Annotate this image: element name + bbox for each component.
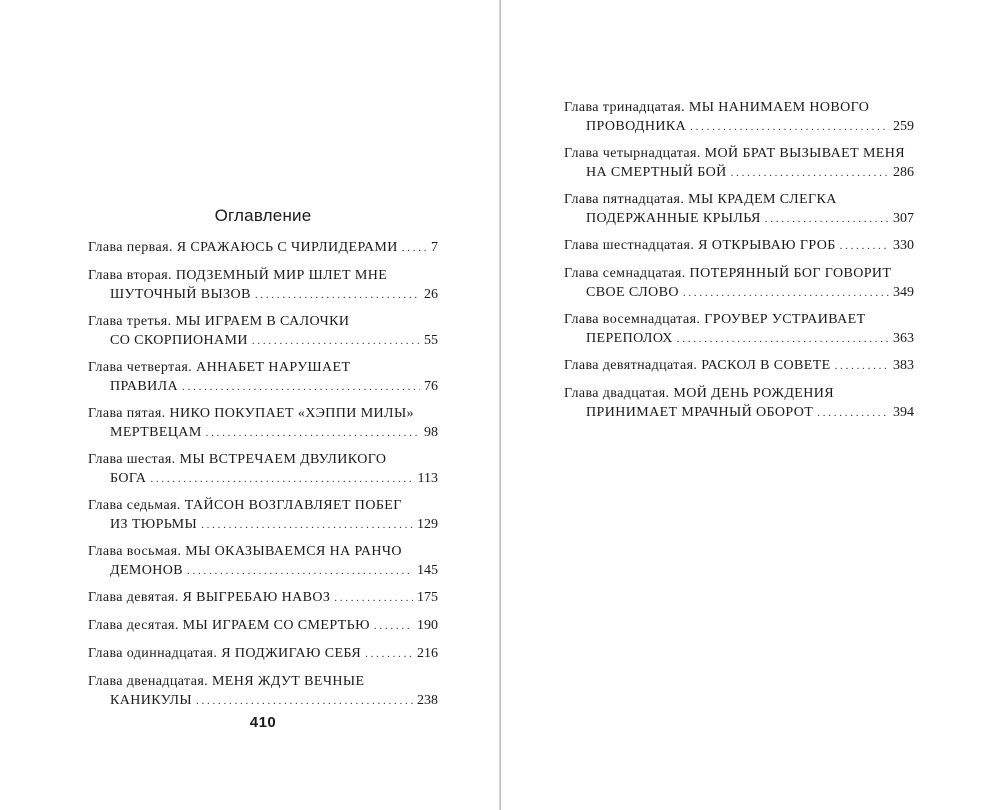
chapter-title-text: Глава четырнадцатая. МОЙ БРАТ ВЫЗЫВАЕТ МЕНЯ [564, 146, 905, 161]
dot-leader [334, 588, 413, 608]
chapter-title-text: ПРИНИМАЕТ МРАЧНЫЙ ОБОРОТ [586, 405, 814, 420]
chapter-page-number: 76 [424, 379, 438, 394]
toc-entry [564, 190, 914, 229]
dot-leader [683, 283, 889, 303]
toc-entry [88, 450, 438, 489]
chapter-page-number: 145 [417, 563, 438, 578]
dot-leader [731, 163, 889, 183]
chapter-page-number: 175 [417, 590, 438, 605]
chapter-page-number: 394 [893, 405, 914, 420]
toc-entry-line [564, 329, 914, 349]
toc-entry [564, 236, 914, 256]
dot-leader [402, 238, 427, 258]
chapter-page-number: 330 [893, 238, 914, 253]
chapter-title-text: ПЕРЕПОЛОХ [586, 331, 673, 346]
toc-entry-line [88, 542, 438, 561]
chapter-title-text: МЕРТВЕЦАМ [110, 425, 202, 440]
chapter-title-text: СВОЕ СЛОВО [586, 285, 679, 300]
chapter-title-text: Глава четвертая. АННАБЕТ НАРУШАЕТ [88, 360, 351, 375]
toc-entry [88, 672, 438, 711]
chapter-title-text: Глава двадцатая. МОЙ ДЕНЬ РОЖДЕНИЯ [564, 386, 834, 401]
toc-entry-line [564, 144, 914, 163]
chapter-page-number: 349 [893, 285, 914, 300]
chapter-page-number: 113 [417, 471, 438, 486]
toc-entry-line [88, 469, 438, 489]
toc-entry-line [564, 356, 914, 376]
chapter-page-number: 190 [417, 618, 438, 633]
toc-entry-line [564, 283, 914, 303]
dot-leader [255, 285, 420, 305]
chapter-page-number: 216 [417, 646, 438, 661]
dot-leader [252, 331, 420, 351]
toc-entry [564, 144, 914, 183]
toc-entry-line [88, 238, 438, 258]
toc-entry [564, 356, 914, 376]
dot-leader [196, 691, 413, 711]
dot-leader [150, 469, 413, 489]
toc-entry [88, 266, 438, 305]
chapter-page-number: 383 [893, 358, 914, 373]
dot-leader [206, 423, 420, 443]
chapter-page-number: 7 [431, 240, 438, 255]
chapter-page-number: 286 [893, 165, 914, 180]
chapter-page-number: 129 [417, 517, 438, 532]
chapter-title-text: Глава седьмая. ТАЙСОН ВОЗГЛАВЛЯЕТ ПОБЕГ [88, 498, 402, 513]
toc-entry-line [88, 515, 438, 535]
chapter-title-text: Глава вторая. ПОДЗЕМНЫЙ МИР ШЛЕТ МНЕ [88, 268, 388, 283]
chapter-title-text: ПРАВИЛА [110, 379, 179, 394]
toc-entry-line [88, 588, 438, 608]
dot-leader [187, 561, 413, 581]
toc-entry-line [564, 236, 914, 256]
toc-entry [88, 358, 438, 397]
chapter-title-text: Глава пятая. НИКО ПОКУПАЕТ «ХЭППИ МИЛЫ» [88, 406, 414, 421]
toc-entry-line [564, 209, 914, 229]
chapter-title-text: КАНИКУЛЫ [110, 693, 192, 708]
dot-leader [765, 209, 889, 229]
chapter-title-text: Глава шестая. МЫ ВСТРЕЧАЕМ ДВУЛИКОГО [88, 452, 387, 467]
toc-entry-line [564, 117, 914, 137]
chapter-page-number: 26 [424, 287, 438, 302]
toc-entry-line [564, 190, 914, 209]
toc-entry [564, 310, 914, 349]
chapter-page-number: 363 [893, 331, 914, 346]
chapter-title-text: ПРОВОДНИКА [586, 119, 687, 134]
chapter-title-text: ДЕМОНОВ [110, 563, 184, 578]
toc-entry [88, 496, 438, 535]
toc-entry-line [564, 163, 914, 183]
toc-entry [88, 312, 438, 351]
chapter-title-text: Глава первая. Я СРАЖАЮСЬ С ЧИРЛИДЕРАМИ [88, 240, 398, 255]
page-number: 410 [249, 714, 277, 731]
toc-entry-line [88, 561, 438, 581]
dot-leader [182, 377, 420, 397]
toc-entry-line [564, 98, 914, 117]
toc-heading: Оглавление [214, 206, 312, 225]
toc-entry-line [88, 285, 438, 305]
toc-entry [88, 238, 438, 258]
dot-leader [201, 515, 413, 535]
toc-entry-line [88, 423, 438, 443]
chapter-title-text: Глава десятая. МЫ ИГРАЕМ СО СМЕРТЬЮ [88, 618, 370, 633]
toc-entry-line [88, 331, 438, 351]
toc-entry-line [88, 672, 438, 691]
toc-entry [88, 616, 438, 636]
toc-entry [88, 588, 438, 608]
chapter-title-text: Глава пятнадцатая. МЫ КРАДЕМ СЛЕГКА [564, 192, 837, 207]
chapter-title-text: ШУТОЧНЫЙ ВЫЗОВ [110, 287, 251, 302]
dot-leader [690, 117, 889, 137]
chapter-title-text: Глава восьмая. МЫ ОКАЗЫВАЕМСЯ НА РАНЧО [88, 544, 402, 559]
chapter-page-number: 55 [424, 333, 438, 348]
toc-entry [88, 542, 438, 581]
chapter-page-number: 98 [424, 425, 438, 440]
chapter-title-text: Глава восемнадцатая. ГРОУВЕР УСТРАИВАЕТ [564, 312, 866, 327]
chapter-title-text: Глава тринадцатая. МЫ НАНИМАЕМ НОВОГО [564, 100, 870, 115]
toc-entry-line [88, 377, 438, 397]
dot-leader [835, 356, 889, 376]
chapter-page-number: 259 [893, 119, 914, 134]
chapter-title-text: Глава девятнадцатая. РАСКОЛ В СОВЕТЕ [564, 358, 831, 373]
toc-entry-line [88, 312, 438, 331]
toc-entry [88, 404, 438, 443]
toc-entry-line [88, 450, 438, 469]
toc-entry-line [88, 644, 438, 664]
chapter-title-text: НА СМЕРТНЫЙ БОЙ [586, 165, 727, 180]
toc-entry-line [88, 358, 438, 377]
dot-leader [840, 236, 889, 256]
chapter-title-text: Глава девятая. Я ВЫГРЕБАЮ НАВОЗ [88, 590, 331, 605]
toc-entry-line [564, 384, 914, 403]
chapter-title-text: БОГА [110, 471, 147, 486]
dot-leader [374, 616, 413, 636]
toc-entry-line [88, 266, 438, 285]
chapter-title-text: Глава двенадцатая. МЕНЯ ЖДУТ ВЕЧНЫЕ [88, 674, 365, 689]
chapter-title-text: Глава третья. МЫ ИГРАЕМ В САЛОЧКИ [88, 314, 350, 329]
toc-entry [88, 644, 438, 664]
chapter-title-text: ПОДЕРЖАННЫЕ КРЫЛЬЯ [586, 211, 761, 226]
toc-entry-line [564, 403, 914, 423]
toc-entry-line [88, 616, 438, 636]
chapter-title-text: Глава одиннадцатая. Я ПОДЖИГАЮ СЕБЯ [88, 646, 362, 661]
chapter-title-text: ИЗ ТЮРЬМЫ [110, 517, 198, 532]
chapter-title-text: СО СКОРПИОНАМИ [110, 333, 248, 348]
chapter-page-number: 238 [417, 693, 438, 708]
chapter-title-text: Глава семнадцатая. ПОТЕРЯННЫЙ БОГ ГОВОРИТ [564, 266, 892, 281]
toc-entry [564, 98, 914, 137]
toc-entry-line [88, 691, 438, 711]
toc-entry [564, 264, 914, 303]
dot-leader [677, 329, 889, 349]
toc-entry-line [88, 404, 438, 423]
chapter-page-number: 307 [893, 211, 914, 226]
toc-left-column [88, 238, 438, 718]
toc-right-column [564, 98, 914, 430]
toc-entry-line [564, 264, 914, 283]
chapter-title-text: Глава шестнадцатая. Я ОТКРЫВАЮ ГРОБ [564, 238, 836, 253]
dot-leader [817, 403, 889, 423]
dot-leader [365, 644, 413, 664]
toc-entry-line [88, 496, 438, 515]
toc-entry [564, 384, 914, 423]
toc-entry-line [564, 310, 914, 329]
